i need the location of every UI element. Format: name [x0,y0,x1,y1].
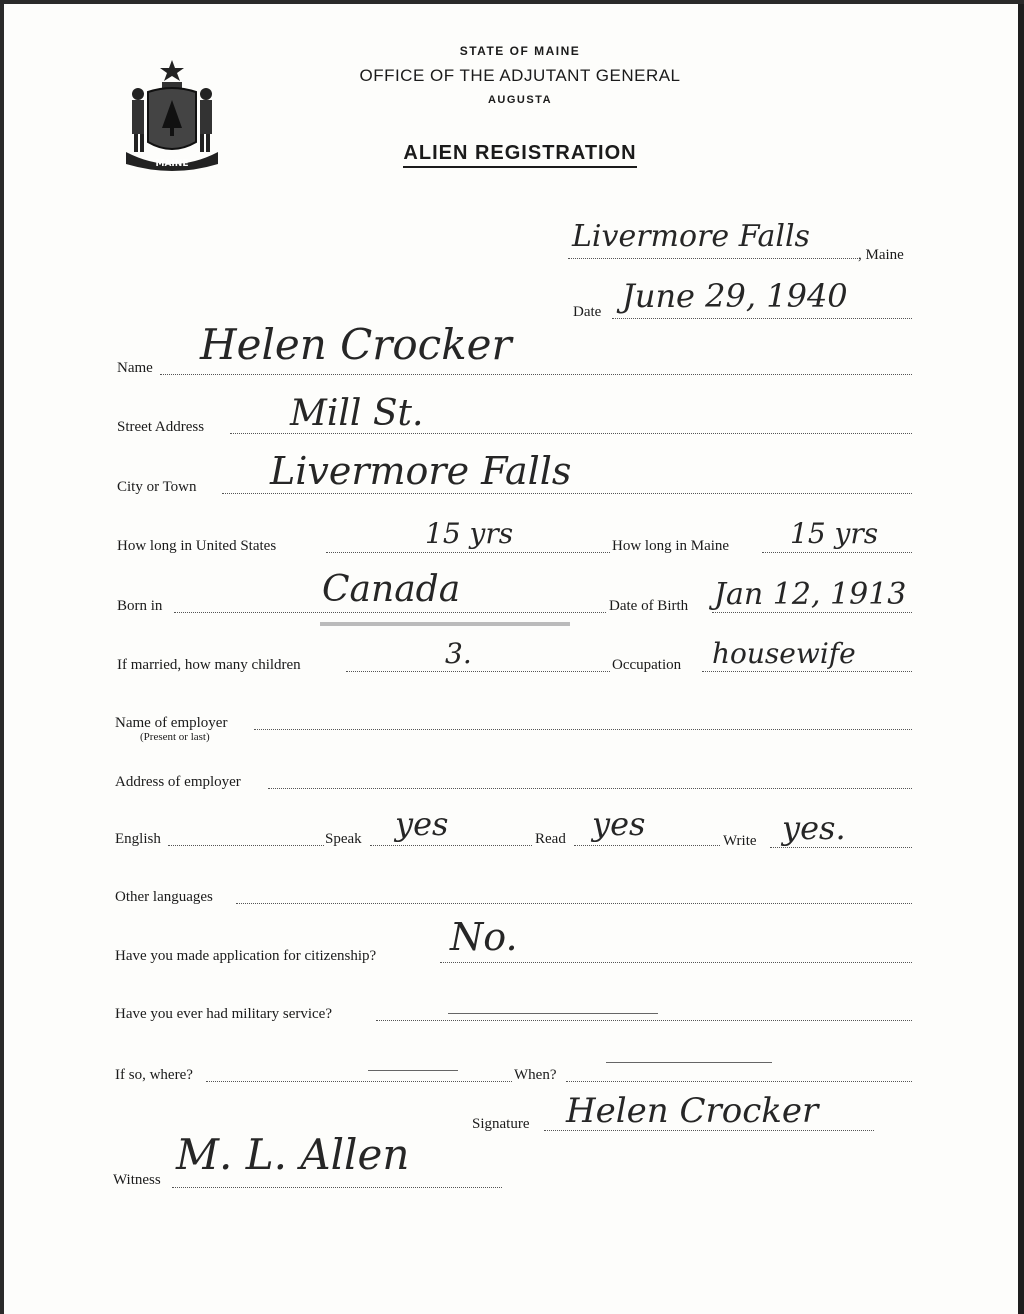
scan-edge-left [0,0,4,1314]
seal-banner: MAINE [155,159,189,169]
maine-years-label: How long in Maine [612,538,730,554]
street-label: Street Address [117,419,205,435]
born-entry: Canada [322,569,461,610]
signature-label: Signature [472,1116,530,1132]
children-line [346,671,610,672]
write-entry: yes. [782,809,846,847]
read-line [574,845,720,846]
other-languages-label: Other languages [115,889,213,905]
dob-label: Date of Birth [609,598,689,614]
name-label: Name [117,360,153,376]
signature-entry: Helen Crocker [566,1091,819,1131]
header-state: STATE OF MAINE [459,44,581,58]
military-dash-mark [448,1013,658,1014]
city-label: City or Town [117,479,197,495]
date-label: Date [573,304,602,320]
header-office: OFFICE OF THE ADJUTANT GENERAL [359,66,681,85]
read-label: Read [535,831,566,847]
witness-entry: M. L. Allen [176,1130,410,1179]
born-smudge [320,622,570,626]
witness-line [172,1187,502,1188]
english-line [168,845,324,846]
witness-label: Witness [113,1172,161,1188]
employer-address-label: Address of employer [115,774,241,790]
speak-line [370,845,532,846]
scan-edge-right [1018,0,1024,1314]
write-line [770,847,912,848]
maine-years-entry: 15 yrs [790,517,879,550]
scan-edge-top [0,0,1024,4]
citizenship-line [440,962,912,963]
us-years-entry: 15 yrs [425,517,514,550]
employer-line [254,729,912,730]
where-line [206,1081,512,1082]
citizenship-label: Have you made application for citizenship? [115,948,377,964]
born-label: Born in [117,598,163,614]
occupation-entry: housewife [712,637,856,670]
city-line [222,493,912,494]
speak-entry: yes [395,805,449,843]
us-years-label: How long in United States [117,538,277,554]
where-label: If so, where? [115,1067,193,1083]
place-entry: Livermore Falls [572,219,810,254]
city-entry: Livermore Falls [270,449,572,493]
born-line [174,612,606,613]
place-line [568,258,858,259]
maine-years-line [762,552,912,553]
employer-label: Name of employer [115,715,228,731]
occupation-line [702,671,912,672]
when-dash-mark [606,1062,772,1063]
military-label: Have you ever had military service? [115,1006,332,1022]
when-line [566,1081,912,1082]
where-dash-mark [368,1070,458,1071]
employer-sublabel: (Present or last) [140,731,210,743]
header-city: AUGUSTA [487,94,553,106]
maine-state-seal-icon [118,56,226,176]
english-label: English [115,831,161,847]
dob-line [712,612,912,613]
name-line [160,374,912,375]
employer-address-line [268,788,912,789]
us-years-line [326,552,610,553]
read-entry: yes [592,805,646,843]
dob-entry: Jan 12, 1913 [714,577,907,612]
write-label: Write [723,833,757,849]
street-entry: Mill St. [290,393,424,434]
children-entry: 3. [445,637,472,670]
citizenship-entry: No. [450,915,518,959]
military-line [376,1020,912,1021]
name-entry: Helen Crocker [200,320,512,369]
place-suffix: , Maine [858,247,904,263]
form-title: ALIEN REGISTRATION [403,142,636,168]
date-line [612,318,912,319]
speak-label: Speak [325,831,362,847]
children-label: If married, how many children [117,657,301,673]
date-entry: June 29, 1940 [622,277,848,315]
when-label: When? [514,1067,557,1083]
occupation-label: Occupation [612,657,682,673]
other-languages-line [236,903,912,904]
